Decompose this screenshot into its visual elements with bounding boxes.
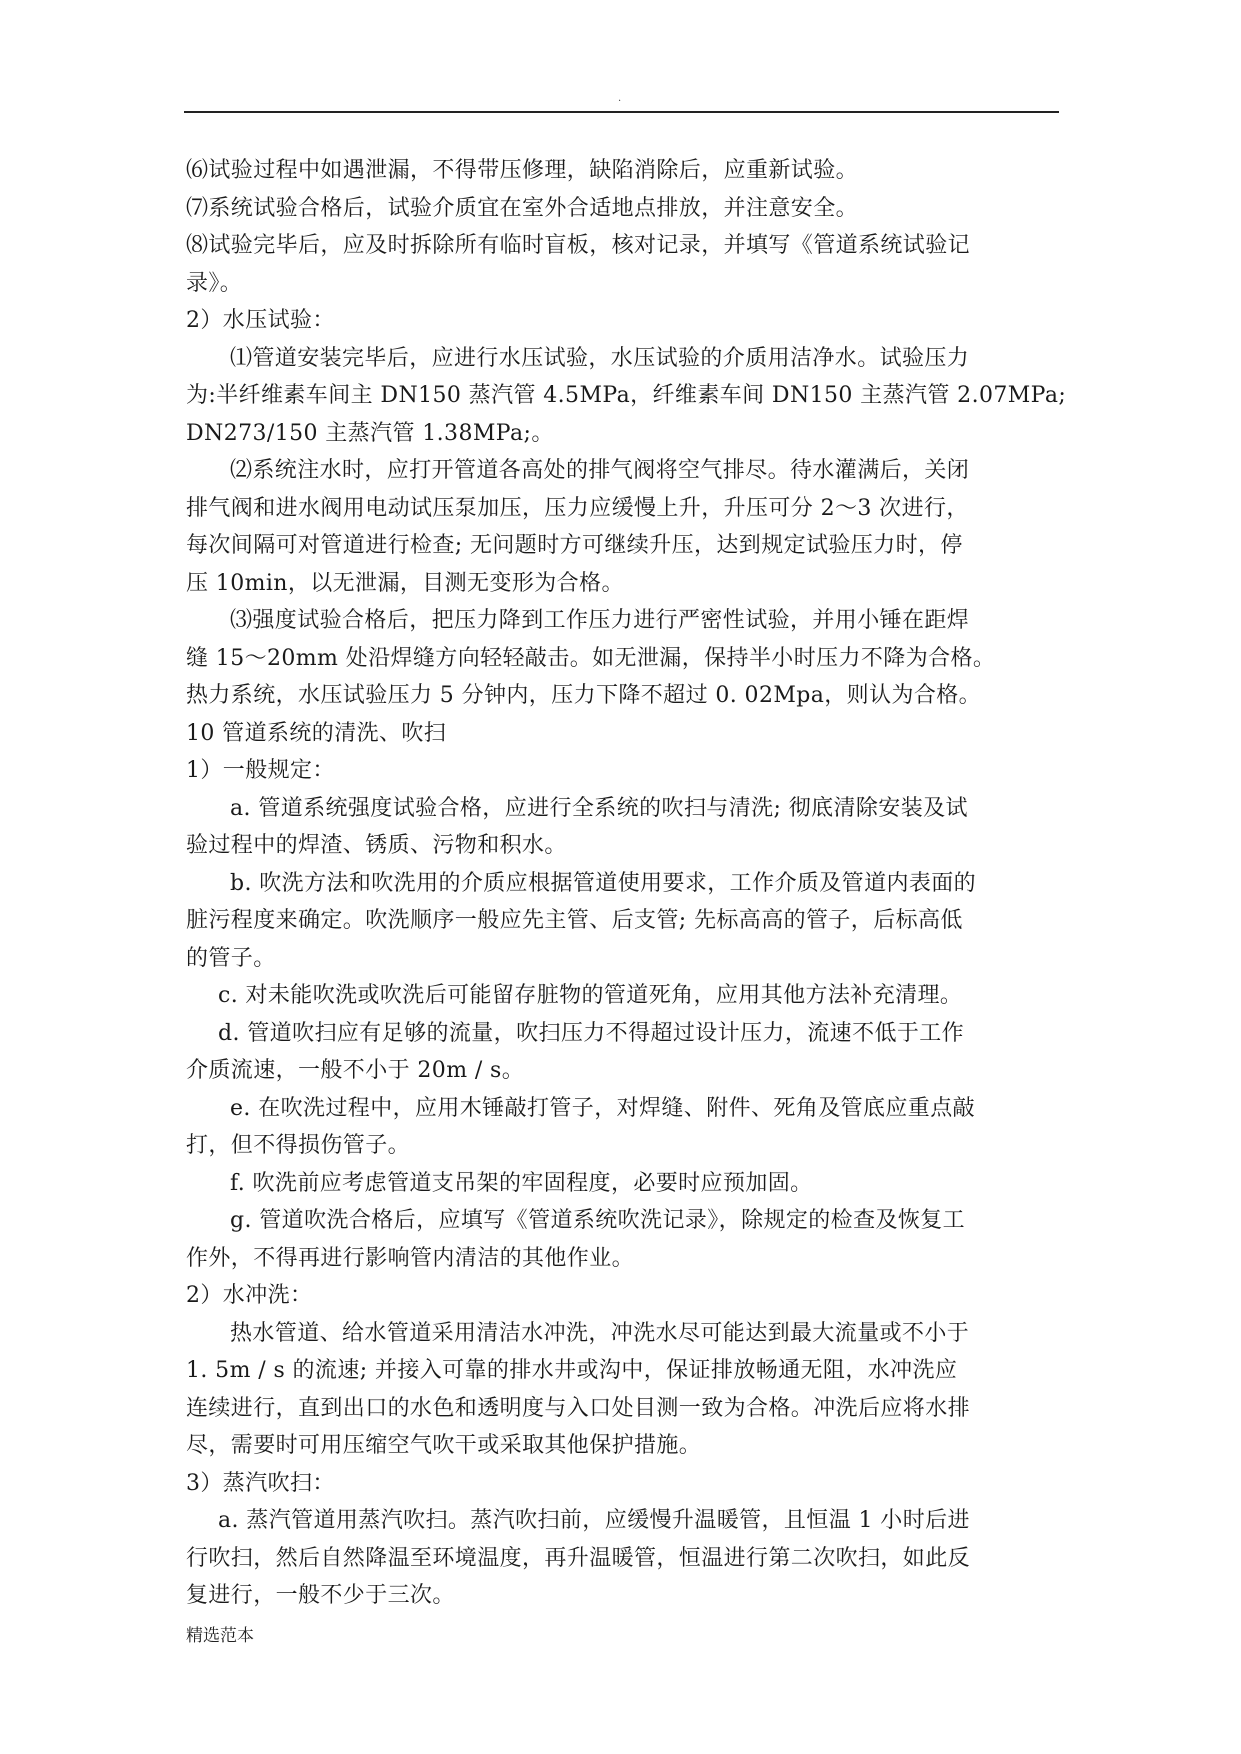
text-line: 复进行，一般不少于三次。 [186,1583,455,1608]
text-line: 录》。 [186,270,243,296]
text-line: c. 对未能吹洗或吹洗后可能留存脏物的管道死角，应用其他方法补充清理。 [218,983,963,1008]
text-line: 2）水冲洗： [186,1283,313,1308]
text-line: f. 吹洗前应考虑管道支吊架的牢固程度，必要时应预加固。 [230,1170,813,1196]
text-line: 为:半纤维素车间主 DN150 蒸汽管 4.5MPa，纤维素车间 DN150 主蒸汽管 2.07MPa; [186,383,1067,408]
text-line: 作外，不得再进行影响管内清洁的其他作业。 [186,1245,635,1271]
footer-text: 精选范本 [186,1626,254,1646]
text-line: a. 蒸汽管道用蒸汽吹扫。蒸汽吹扫前，应缓慢升温暖管，且恒温 1 小时后进 [218,1508,970,1533]
text-line: ⑺系统试验合格后，试验介质宜在室外合适地点排放，并注意安全。 [186,195,859,221]
header-rule [184,111,1059,113]
header-mark: . [618,93,622,104]
text-line: 热力系统，水压试验压力 5 分钟内，压力下降不超过 0. 02Mpa，则认为合格。 [186,683,982,708]
text-line: ⑻试验完毕后，应及时拆除所有临时盲板，核对记录，并填写《管道系统试验记 [186,233,971,258]
document-body [186,152,1066,1615]
text-line: 10 管道系统的清洗、吹扫 [186,720,447,746]
text-line: 尽，需要时可用压缩空气吹干或采取其他保护措施。 [186,1433,702,1458]
text-line: b. 吹洗方法和吹洗用的介质应根据管道使用要求，工作介质及管道内表面的 [230,870,977,896]
text-line: 脏污程度来确定。吹洗顺序一般应先主管、后支管; 先标高高的管子，后标高低 [186,908,963,933]
text-line: e. 在吹洗过程中，应用木锤敲打管子，对焊缝、附件、死角及管底应重点敲 [230,1095,976,1121]
text-line: ⑴管道安装完毕后，应进行水压试验，水压试验的介质用洁净水。试验压力 [230,345,970,371]
text-line: 的管子。 [186,945,276,971]
text-line: 1. 5m / s 的流速; 并接入可靠的排水井或沟中，保证排放畅通无阻，水冲洗应 [186,1358,958,1383]
text-line: 3）蒸汽吹扫： [186,1470,335,1496]
text-line: 排气阀和进水阀用电动试压泵加压，压力应缓慢上升，升压可分 2～3 次进行， [186,495,969,521]
text-line: ⑵系统注水时，应打开管道各高处的排气阀将空气排尽。待水灌满后，关闭 [230,458,970,483]
text-line: 缝 15～20mm 处沿焊缝方向轻轻敲击。如无泄漏，保持半小时压力不降为合格。 [186,645,996,671]
text-line: ⑶强度试验合格后，把压力降到工作压力进行严密性试验，并用小锤在距焊 [230,608,970,633]
text-line: d. 管道吹扫应有足够的流量，吹扫压力不得超过设计压力，流速不低于工作 [218,1020,965,1046]
text-line: a. 管道系统强度试验合格，应进行全系统的吹扫与清洗; 彻底清除安装及试 [230,795,968,821]
text-line: 验过程中的焊渣、锈质、污物和积水。 [186,833,567,858]
text-line: 压 10min，以无泄漏，目测无变形为合格。 [186,570,624,596]
text-line: ⑹试验过程中如遇泄漏，不得带压修理，缺陷消除后，应重新试验。 [186,158,859,183]
text-line: 连续进行，直到出口的水色和透明度与入口处目测一致为合格。冲洗后应将水排 [186,1395,971,1421]
text-line: 热水管道、给水管道采用清洁水冲洗，冲洗水尽可能达到最大流量或不小于 [230,1320,970,1346]
text-line: 介质流速，一般不小于 20m / s。 [186,1058,525,1083]
text-line: 打，但不得损伤管子。 [186,1133,411,1158]
text-line: 2）水压试验： [186,308,335,333]
text-line: g. 管道吹洗合格后，应填写《管道系统吹洗记录》，除规定的检查及恢复工 [230,1208,966,1233]
text-line: 每次间隔可对管道进行检查; 无问题时方可继续升压，达到规定试验压力时，停 [186,533,963,558]
text-line: 1）一般规定： [186,758,335,783]
text-line: DN273/150 主蒸汽管 1.38MPa;。 [186,420,554,446]
text-line: 行吹扫，然后自然降温至环境温度，再升温暖管，恒温进行第二次吹扫，如此反 [186,1545,971,1571]
